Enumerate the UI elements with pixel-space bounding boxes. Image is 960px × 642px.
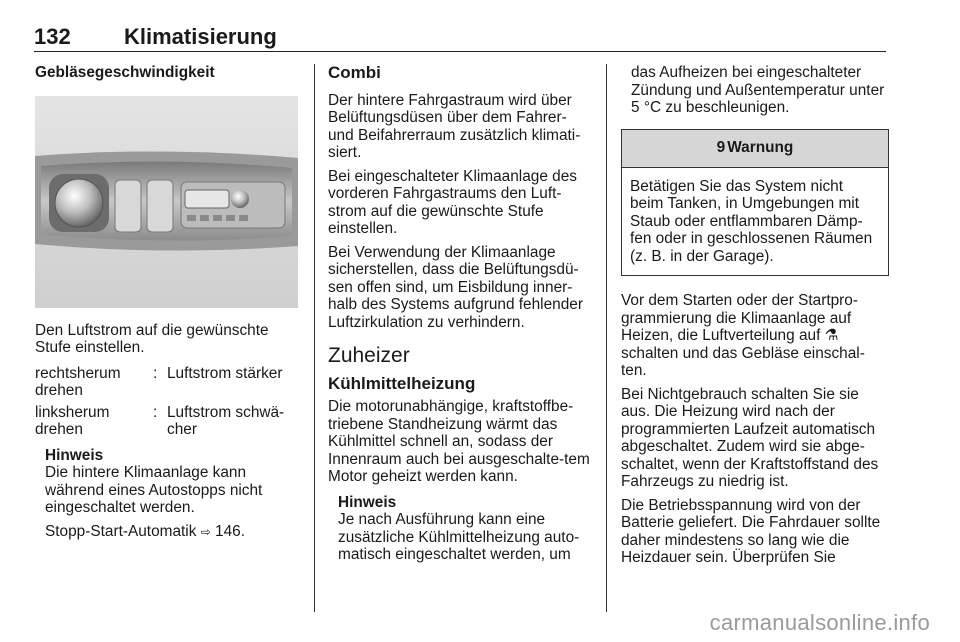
page-header [34, 24, 886, 52]
paragraph: das Aufheizen bei eingeschalteter Zündung und Außentemperatur unter 5 °C zu beschleunigen. [631, 64, 885, 116]
table-colon: : [153, 403, 158, 421]
table-description: Luftstrom schwä-cher [167, 403, 285, 438]
reference-arrow-icon: ⇨ [200, 524, 211, 539]
page-number: 132 [34, 24, 71, 49]
paragraph: Der hintere Fahrgastraum wird über Belüftungsdüsen über dem Fahrer- und Beifahrerraum zusätzlich klimati-siert. [328, 91, 581, 161]
subsection-title: Kühlmittelheizung [328, 373, 476, 393]
paragraph: Bei Nichtgebrauch schalten Sie sie aus. Die Heizung wird nach der programmierten Laufzeit automatisch abgeschaltet. Zudem wird sie abge-schaltet, wenn der Kraftstoffstand des Fahrzeugs zu niedrig ist. [621, 385, 879, 490]
table-term: linksherum drehen [35, 403, 110, 438]
paragraph: Bei Verwendung der Klimaanlage sicherstellen, dass die Belüftungsdü-sen offen sind, um Eisbildung inner-halb des Systems aufgrund fehlender Luftzirkulation zu verhindern. [328, 243, 583, 331]
table-term: rechtsherum drehen [35, 364, 121, 399]
cross-reference [45, 523, 300, 542]
warning-title: Warnung [727, 139, 794, 157]
table-row [35, 404, 300, 439]
note-text: Je nach Ausführung kann eine zusätzliche Kühlmittelheizung auto-matisch eingeschaltet werden, um [338, 511, 580, 563]
column-divider [606, 64, 607, 612]
section-title: Zuheizer [328, 344, 410, 367]
note-block [328, 494, 590, 564]
paragraph: Die Betriebsspannung wird von der Batterie geliefert. Die Fahrdauer sollte daher mindestens so lang wie die Heizdauer sein. Überprüfen Sie [621, 496, 881, 566]
table-description: Luftstrom stärker [167, 364, 283, 382]
table-colon: : [153, 364, 158, 382]
warning-header [622, 130, 888, 168]
warning-icon: 9 [716, 139, 726, 157]
table-row [35, 365, 300, 400]
note-block [35, 447, 300, 542]
note-title: Hinweis [45, 446, 104, 464]
rear-climate-control-photo [35, 96, 298, 308]
paragraph: Den Luftstrom auf die gewünschte Stufe einstellen. [35, 321, 269, 356]
column-3 [621, 64, 889, 573]
paragraph: Die motorunabhängige, kraftstoffbe-triebene Standheizung wärmt das Kühlmittel schnell an, sodass der Innenraum auch bei ausgeschalte-tem Motor geheizt werden kann. [328, 398, 590, 485]
note-title: Hinweis [338, 493, 397, 511]
section-heading: Gebläsegeschwindigkeit [35, 64, 215, 81]
chapter-title: Klimatisierung [124, 24, 277, 49]
column-1 [35, 64, 300, 547]
cross-reference-text: Stopp-Start-Automatik [45, 522, 197, 540]
section-heading: Combi [328, 63, 381, 82]
note-text: Die hintere Klimaanlage kann während eines Autostopps nicht eingeschaltet werden. [45, 464, 263, 516]
cross-reference-page[interactable]: 146. [215, 522, 245, 540]
paragraph: Bei eingeschalteter Klimaanlage des vorderen Fahrgastraums den Luft-strom auf die gewünschte Stufe einstellen. [328, 167, 577, 237]
column-divider [314, 64, 315, 612]
column-2 [328, 64, 590, 570]
paragraph: Vor dem Starten oder der Startpro-grammierung die Klimaanlage auf Heizen, die Luftverteilung auf ⚗ schalten und das Gebläse einschal-ten. [621, 292, 865, 379]
warning-box [621, 129, 889, 277]
watermark: carmanualsonline.info [709, 610, 930, 635]
warning-text: Betätigen Sie das System nicht beim Tanken, in Umgebungen mit Staub oder entflammbaren Dämp-fen oder in geschlossenen Räumen (z. B. in der Garage). [630, 177, 873, 265]
definition-table [35, 365, 300, 439]
